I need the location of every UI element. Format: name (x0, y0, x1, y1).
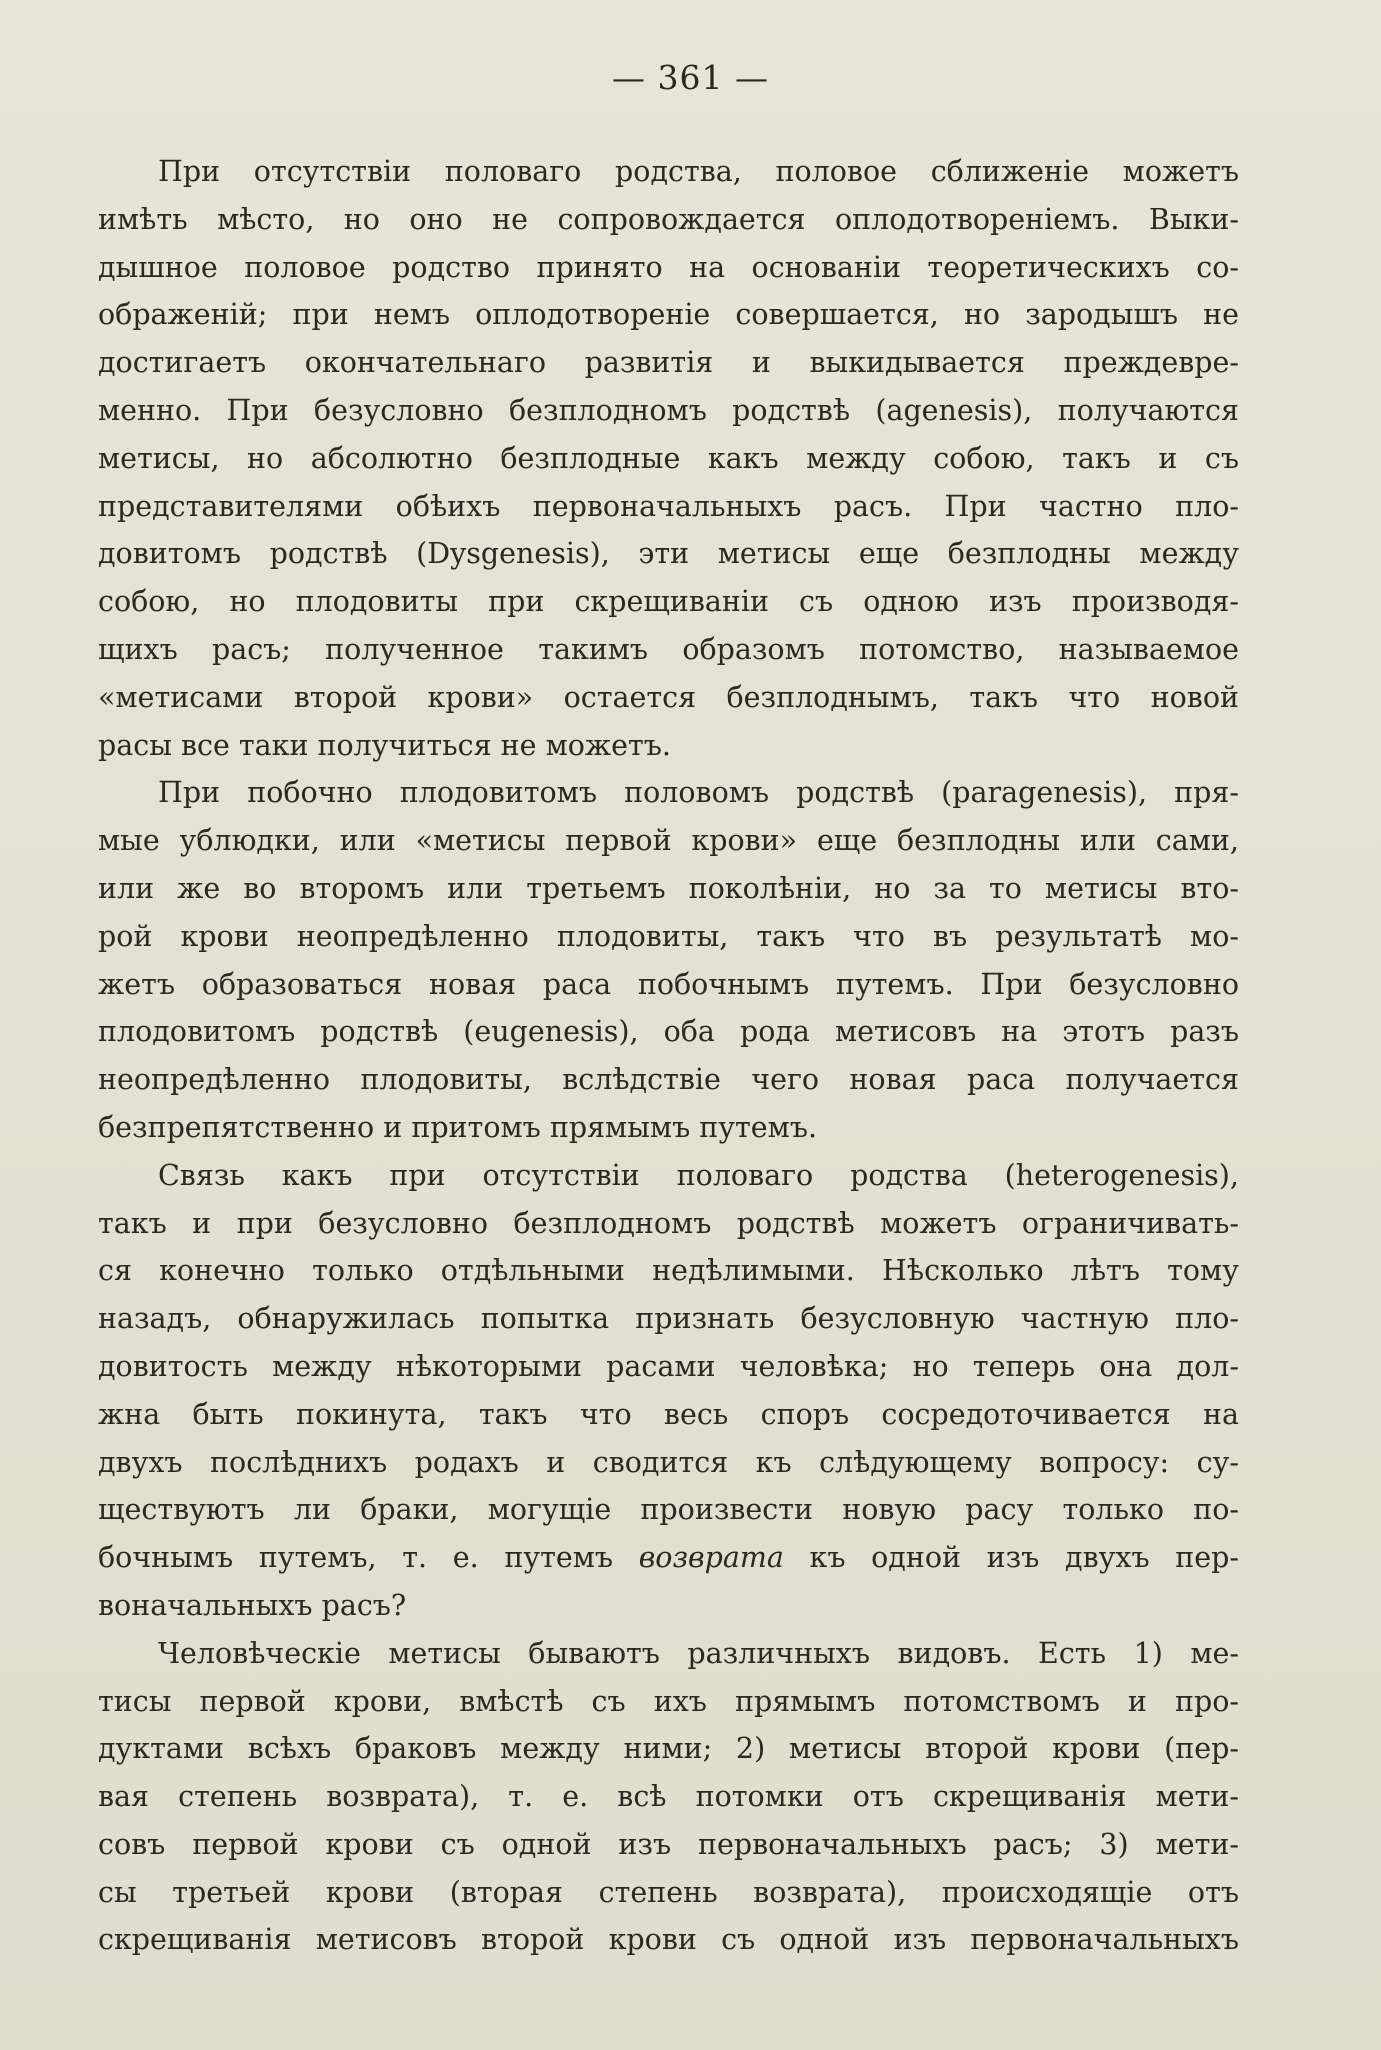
text-line: дышное половое родство принято на основаніи теоретическихъ со- (98, 250, 1239, 284)
text-line: мые ублюдки, или «метисы первой крови» еще безплодны или сами, (98, 824, 1239, 858)
text-line: Человѣческіе метисы бываютъ различныхъ видовъ. Есть 1) ме- (158, 1636, 1239, 1670)
paragraph (98, 1630, 1239, 1965)
text-line: назадъ, обнаружилась попытка признать безусловную частную пло- (98, 1302, 1239, 1336)
italic-word: возврата (638, 1541, 784, 1575)
text-line: такъ и при безусловно безплодномъ родствѣ можетъ ограничивать- (98, 1206, 1239, 1240)
text-line: щихъ расъ; полученное такимъ образомъ потомство, называемое (98, 632, 1239, 666)
text-line: воначальныхъ расъ? (98, 1588, 407, 1622)
text-line: скрещиванія метисовъ второй крови съ одной изъ первоначальныхъ (98, 1923, 1239, 1957)
text-line: собою, но плодовиты при скрещиваніи съ одною изъ производя- (98, 585, 1239, 619)
text-line: неопредѣленно плодовиты, вслѣдствіе чего новая раса получается (98, 1063, 1239, 1097)
body-text (98, 148, 1239, 1964)
text-line: безпрепятственно и притомъ прямымъ путемъ. (98, 1110, 818, 1144)
text-line: ществуютъ ли браки, могущіе произвести новую расу только по- (98, 1493, 1239, 1527)
text-line: менно. При безусловно безплодномъ родствѣ (agenesis), получаются (98, 393, 1239, 427)
text-line: совъ первой крови съ одной изъ первоначальныхъ расъ; 3) мети- (98, 1827, 1239, 1861)
text-line: тисы первой крови, вмѣстѣ съ ихъ прямымъ потомствомъ и про- (98, 1684, 1239, 1718)
text-line: вая степень возврата), т. е. всѣ потомки отъ скрещиванія мети- (98, 1780, 1239, 1814)
paragraph (98, 1152, 1239, 1630)
text-line: имѣть мѣсто, но оно не сопровождается оплодотвореніемъ. Выки- (98, 202, 1239, 236)
text-line: или же во второмъ или третьемъ поколѣніи, но за то метисы вто- (98, 871, 1239, 905)
paragraph (98, 769, 1239, 1151)
text-line: довитость между нѣкоторыми расами человѣка; но теперь она дол- (98, 1349, 1239, 1383)
text-line: При побочно плодовитомъ половомъ родствѣ (paragenesis), пря- (158, 776, 1239, 810)
text-line: «метисами второй крови» остается безплоднымъ, такъ что новой (98, 680, 1239, 714)
text-line: довитомъ родствѣ (Dysgenesis), эти метисы еще безплодны между (98, 537, 1239, 571)
text-line: достигаетъ окончательнаго развитія и выкидывается преждевре- (98, 346, 1239, 380)
text-line: представителями обѣихъ первоначальныхъ расъ. При частно пло- (98, 489, 1239, 523)
text-line: жна быть покинута, такъ что весь споръ сосредоточивается на (98, 1397, 1239, 1431)
text-line: расы все таки получиться не можетъ. (98, 728, 671, 762)
text-line: рой крови неопредѣленно плодовиты, такъ что въ результатѣ мо- (98, 919, 1239, 953)
page-number: — 361 — (612, 58, 769, 97)
text-line: ображеній; при немъ оплодотвореніе совершается, но зародышъ не (98, 298, 1239, 332)
text-line: сы третьей крови (вторая степень возврата), происходящіе отъ (98, 1875, 1239, 1909)
text-line: жетъ образоваться новая раса побочнымъ путемъ. При безусловно (98, 967, 1239, 1001)
text-line: При отсутствіи половаго родства, половое сближеніе можетъ (158, 155, 1239, 188)
text-line: метисы, но абсолютно безплодные какъ между собою, такъ и съ (98, 441, 1239, 475)
text-line: дуктами всѣхъ браковъ между ними; 2) метисы второй крови (пер- (98, 1732, 1239, 1766)
paragraph (98, 148, 1239, 769)
text-line: двухъ послѣднихъ родахъ и сводится къ слѣдующему вопросу: су- (98, 1445, 1239, 1479)
text-line: бочнымъ путемъ, т. е. путемъ возврата къ одной изъ двухъ пер- (98, 1541, 1239, 1575)
text-line: плодовитомъ родствѣ (eugenesis), оба рода метисовъ на этотъ разъ (98, 1015, 1239, 1049)
text-line: ся конечно только отдѣльными недѣлимыми. Нѣсколько лѣтъ тому (98, 1254, 1239, 1288)
text-line: Связь какъ при отсутствіи половаго родства (heterogenesis), (158, 1158, 1239, 1192)
